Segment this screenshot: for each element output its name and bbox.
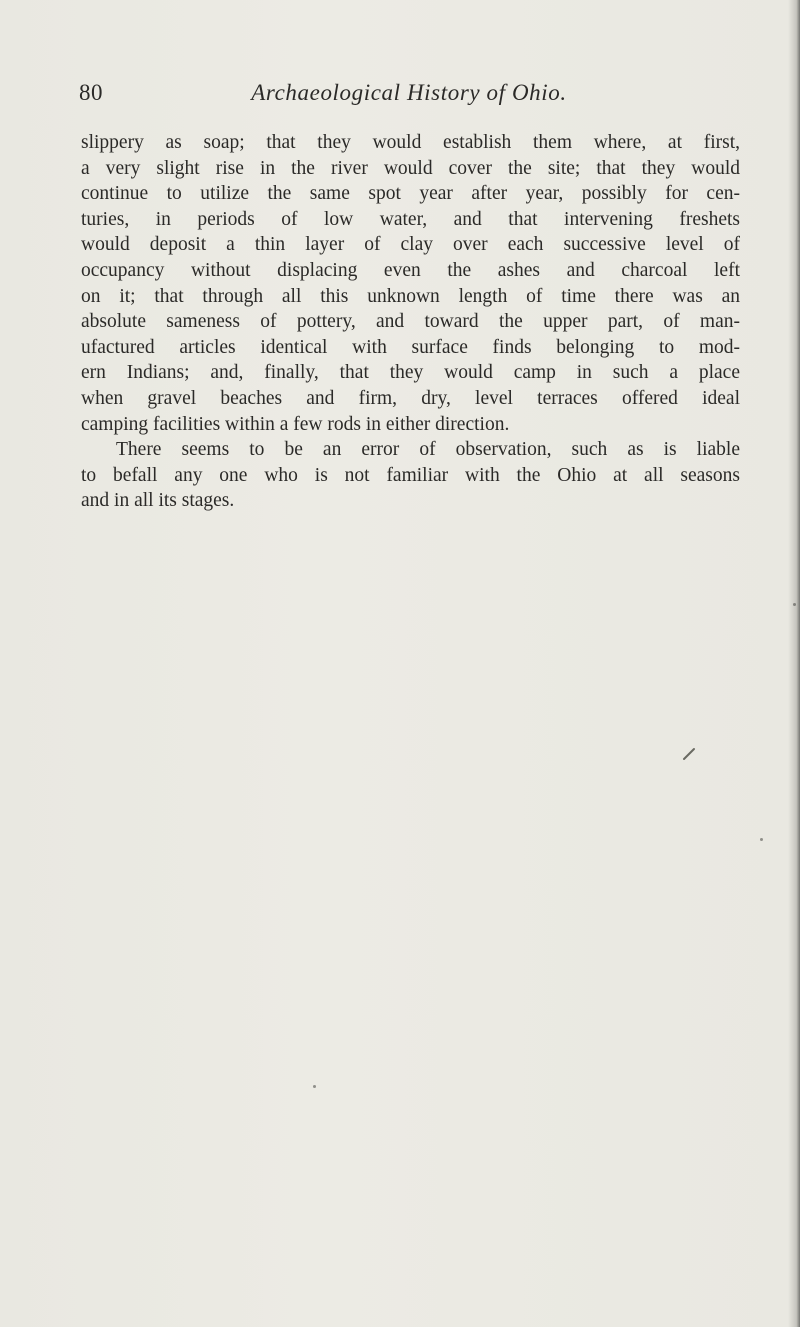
- text-line: on it; that through all this unknown length of time there was an: [81, 285, 740, 307]
- page-number: 80: [79, 80, 103, 105]
- text-line: ern Indians; and, finally, that they would camp in such a place: [81, 362, 740, 384]
- paper-speck: [793, 603, 796, 606]
- text-line: would deposit a thin layer of clay over each successive level of: [81, 234, 740, 256]
- text-line: occupancy without displacing even the ashes and charcoal left: [81, 259, 740, 281]
- text-line: camping facilities within a few rods in either direction.: [81, 413, 510, 435]
- page-edge-shadow: [788, 0, 800, 1327]
- paper-speck: [313, 1085, 316, 1088]
- paper-speck: [760, 838, 763, 841]
- pencil-mark: [682, 747, 696, 761]
- text-line: ufactured articles identical with surface finds belonging to mod-: [81, 336, 740, 358]
- body-text: [81, 130, 740, 514]
- text-line: a very slight rise in the river would cover the site; that they would: [81, 157, 740, 179]
- page-header: [79, 80, 739, 114]
- text-line: and in all its stages.: [81, 490, 235, 512]
- text-line-paragraph-start: There seems to be an error of observation, such as is liable: [116, 439, 740, 461]
- text-line: continue to utilize the same spot year after year, possibly for cen-: [81, 183, 740, 205]
- text-line: when gravel beaches and firm, dry, level terraces offered ideal: [81, 387, 740, 409]
- text-line: absolute sameness of pottery, and toward the upper part, of man-: [81, 311, 740, 333]
- running-title: Archaeological History of Ohio.: [251, 80, 567, 105]
- text-line: to befall any one who is not familiar with the Ohio at all seasons: [81, 464, 740, 486]
- text-line: slippery as soap; that they would establish them where, at first,: [81, 132, 740, 153]
- text-line: turies, in periods of low water, and that intervening freshets: [81, 208, 740, 230]
